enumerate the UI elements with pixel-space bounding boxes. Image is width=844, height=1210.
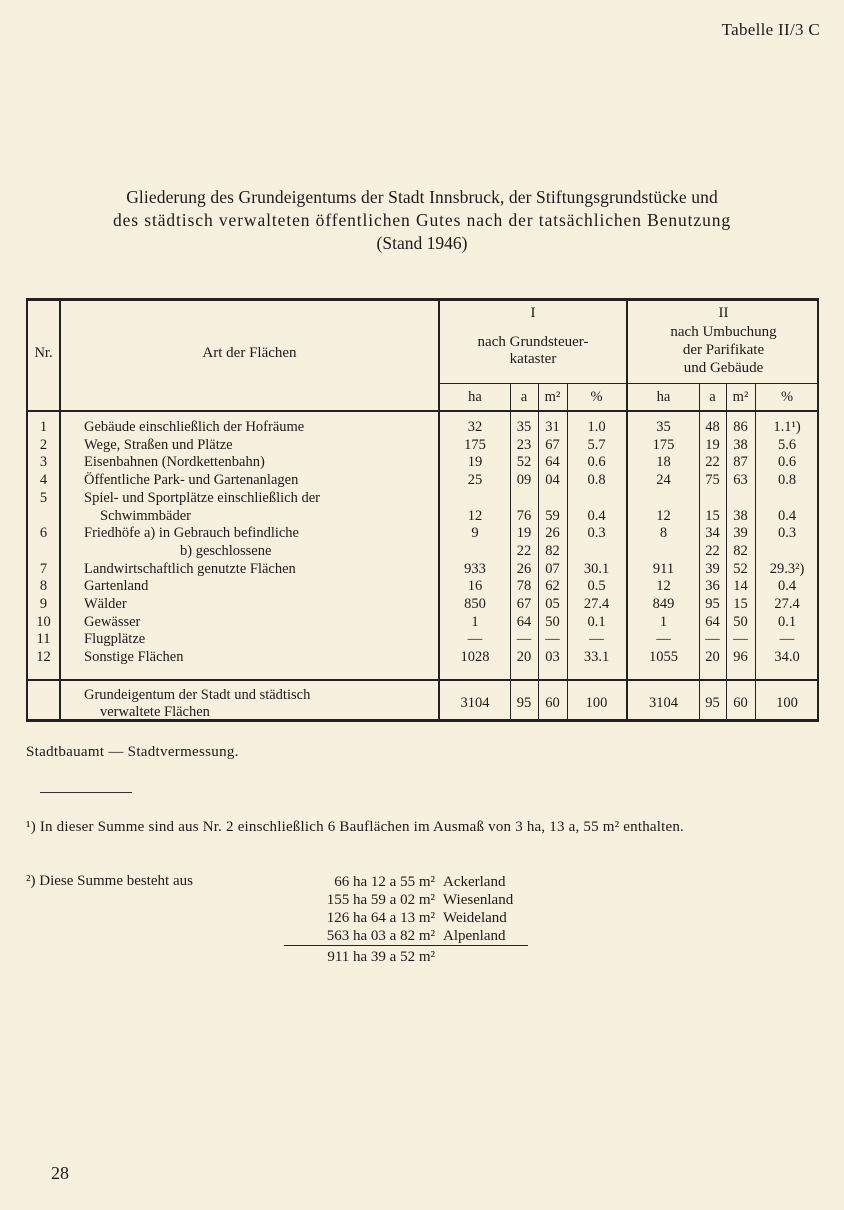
row-value: 1.1¹) xyxy=(773,419,801,435)
row-value: 34.0 xyxy=(774,649,800,666)
row-label: Wege, Straßen und Plätze xyxy=(84,436,233,453)
unit-header: ha xyxy=(656,389,671,405)
row-label: Schwimmbäder xyxy=(100,507,192,524)
row-value: 14 xyxy=(733,578,748,595)
row-value: 0.1 xyxy=(777,613,797,630)
row-value: 933 xyxy=(464,560,486,577)
row-label: Flugplätze xyxy=(84,631,146,648)
row-label: Friedhöfe a) in Gebrauch befindliche xyxy=(84,525,299,542)
row-number: 12 xyxy=(36,649,51,666)
row-number: 8 xyxy=(39,578,48,595)
row-label: Eisenbahnen (Nordkettenbahn) xyxy=(84,454,265,471)
row-value: 0.4 xyxy=(777,578,797,595)
total-value: 3104 xyxy=(649,695,678,711)
row-label: b) geschlossene xyxy=(180,542,272,559)
row-value: 03 xyxy=(545,649,560,666)
total-value: 95 xyxy=(705,695,720,711)
row-value: 63 xyxy=(733,472,748,489)
row-value: 24 xyxy=(656,472,671,489)
row-value: 52 xyxy=(733,560,748,577)
unit-header: % xyxy=(590,389,603,405)
row-value: 75 xyxy=(705,472,720,489)
row-number: 10 xyxy=(36,613,51,630)
column-header-art: Art der Flächen xyxy=(202,345,297,361)
row-number: 4 xyxy=(39,472,48,489)
unit-header: m² xyxy=(544,389,561,405)
row-value: 32 xyxy=(467,419,483,435)
row-value: — xyxy=(733,631,748,648)
row-value: 19 xyxy=(705,436,720,453)
row-label: Gartenland xyxy=(84,578,149,595)
row-label: Öffentliche Park- und Gartenanlagen xyxy=(84,472,299,489)
row-value: 1 xyxy=(471,613,479,630)
row-value: 0.8 xyxy=(587,472,606,489)
row-value: — xyxy=(779,631,795,648)
row-value: 850 xyxy=(464,596,486,612)
row-value: 48 xyxy=(705,419,720,435)
row-value: 849 xyxy=(652,596,675,612)
row-value: 62 xyxy=(545,578,560,595)
breakdown-value: 563 ha 03 a 82 m² xyxy=(326,928,435,944)
row-label: Gebäude einschließlich der Hofräume xyxy=(84,419,305,435)
row-value: 35 xyxy=(516,419,532,435)
row-value: 15 xyxy=(733,596,748,612)
row-value: 22 xyxy=(516,542,532,559)
divider xyxy=(28,410,817,412)
row-value: 67 xyxy=(545,436,560,453)
group-header-ii-line3: und Gebäude xyxy=(683,360,764,376)
breakdown-value: 66 ha 12 a 55 m² xyxy=(334,874,435,890)
row-value: 26 xyxy=(516,560,532,577)
total-value: 95 xyxy=(516,695,532,711)
footnote-1: ¹) In dieser Summe sind aus Nr. 2 einschließlich 6 Bauflächen im Ausmaß von 3 ha, 13 a, 55 m² enthalten. xyxy=(26,819,684,835)
footnote-rule xyxy=(40,792,132,793)
column-header-nr: Nr. xyxy=(34,345,53,361)
row-value: 0.4 xyxy=(587,507,606,524)
row-number: 3 xyxy=(39,454,48,471)
row-value: 38 xyxy=(733,507,748,524)
total-value: 100 xyxy=(585,695,608,711)
breakdown-name: Weideland xyxy=(443,910,507,926)
row-label: Wälder xyxy=(84,596,127,612)
row-value: 50 xyxy=(545,613,560,630)
row-number: 5 xyxy=(39,489,48,506)
row-number: 1 xyxy=(39,419,48,435)
row-value: 33.1 xyxy=(583,649,610,666)
breakdown-value: 155 ha 59 a 02 m² xyxy=(326,892,435,908)
row-value: 26 xyxy=(545,525,560,542)
row-value: 20 xyxy=(705,649,720,666)
divider xyxy=(28,679,817,681)
row-value: 36 xyxy=(705,578,720,595)
row-value: 16 xyxy=(467,578,483,595)
row-number: 9 xyxy=(39,596,48,612)
footnote-2-label: ²) Diese Summe besteht aus xyxy=(26,873,193,889)
page-title xyxy=(50,186,794,255)
row-value: 0.6 xyxy=(587,454,606,471)
row-value: 22 xyxy=(705,542,720,559)
row-value: 20 xyxy=(516,649,532,666)
title-line-1: Gliederung des Grundeigentums der Stadt Innsbruck, der Stiftungsgrundstücke und xyxy=(126,187,718,207)
row-label: Sonstige Flächen xyxy=(84,649,184,666)
row-number: 2 xyxy=(39,436,48,453)
row-value: 15 xyxy=(705,507,720,524)
row-value: 52 xyxy=(516,454,532,471)
row-value: 35 xyxy=(656,419,671,435)
row-value: 09 xyxy=(516,472,532,489)
row-value: — xyxy=(705,631,720,648)
row-value: 87 xyxy=(733,454,748,471)
row-value: 12 xyxy=(467,507,483,524)
row-label: Landwirtschaftlich genutzte Flächen xyxy=(84,560,296,577)
row-value: 911 xyxy=(652,560,675,577)
row-value: 0.4 xyxy=(777,507,797,524)
row-value: 67 xyxy=(516,596,532,612)
row-number: 11 xyxy=(36,631,51,648)
row-value: 5.6 xyxy=(777,436,797,453)
row-value: 86 xyxy=(733,419,748,435)
row-value: 04 xyxy=(545,472,560,489)
divider xyxy=(438,383,817,384)
row-value: 31 xyxy=(545,419,560,435)
row-value: 0.6 xyxy=(777,454,797,471)
row-value: 64 xyxy=(516,613,532,630)
total-value: 3104 xyxy=(460,695,490,711)
row-value: 82 xyxy=(545,542,560,559)
row-value: 07 xyxy=(545,560,560,577)
row-value: 19 xyxy=(467,454,483,471)
row-value: 30.1 xyxy=(583,560,610,577)
unit-header: a xyxy=(520,389,528,405)
row-value: 0.5 xyxy=(587,578,606,595)
row-value: 50 xyxy=(733,613,748,630)
total-label-line1: Grundeigentum der Stadt und städtisch xyxy=(84,687,311,703)
row-value: 0.1 xyxy=(587,613,606,630)
row-value: 95 xyxy=(705,596,720,612)
row-value: 1.0 xyxy=(587,419,606,435)
row-value: 12 xyxy=(656,507,671,524)
breakdown-value: 126 ha 64 a 13 m² xyxy=(326,910,435,926)
row-value: 19 xyxy=(516,525,532,542)
breakdown-total: 911 ha 39 a 52 m² xyxy=(327,949,435,965)
row-value: — xyxy=(589,631,604,648)
unit-header: ha xyxy=(468,389,482,405)
unit-header: % xyxy=(780,389,794,405)
total-label-line2: verwaltete Flächen xyxy=(100,704,210,720)
title-line-3: (Stand 1946) xyxy=(376,233,468,253)
page-number: 28 xyxy=(51,1163,69,1183)
breakdown-name: Alpenland xyxy=(443,928,506,944)
row-value: — xyxy=(516,631,532,648)
row-value: 175 xyxy=(652,436,675,453)
group-header-i: I xyxy=(530,305,536,321)
title-line-2: des städtisch verwalteten öffentlichen Gutes nach der tatsächlichen Benutzung xyxy=(112,210,732,230)
group-header-ii-line1: nach Umbuchung xyxy=(670,324,777,340)
row-number: 6 xyxy=(39,525,48,542)
row-value: 0.3 xyxy=(587,525,606,542)
row-value: 12 xyxy=(656,578,671,595)
row-value: — xyxy=(467,631,483,648)
group-header-ii-line2: der Parifikate xyxy=(682,342,765,358)
row-value: 0.8 xyxy=(777,472,797,489)
row-value: 0.3 xyxy=(777,525,797,542)
row-value: 64 xyxy=(545,454,560,471)
total-value: 60 xyxy=(545,695,560,711)
breakdown-name: Ackerland xyxy=(443,874,506,890)
row-value: 76 xyxy=(516,507,532,524)
row-value: 27.4 xyxy=(774,596,800,612)
row-value: 82 xyxy=(733,542,748,559)
row-value: 8 xyxy=(659,525,668,542)
group-header-i-line1: nach Grundsteuer- xyxy=(477,334,589,350)
total-value: 100 xyxy=(776,695,798,711)
row-value: 59 xyxy=(545,507,560,524)
row-value: 39 xyxy=(705,560,720,577)
table-reference: Tabelle II/3 C xyxy=(721,20,820,39)
row-value: — xyxy=(656,631,671,648)
row-number: 7 xyxy=(39,560,48,577)
row-value: 1 xyxy=(659,613,668,630)
row-value: 23 xyxy=(516,436,532,453)
row-value: 64 xyxy=(705,613,720,630)
data-table xyxy=(26,298,819,722)
row-value: — xyxy=(545,631,560,648)
row-value: 05 xyxy=(545,596,560,612)
row-label: Spiel- und Sportplätze einschließlich der xyxy=(84,489,320,506)
row-value: 1055 xyxy=(649,649,678,666)
total-value: 60 xyxy=(733,695,748,711)
row-value: 18 xyxy=(656,454,671,471)
group-header-ii: II xyxy=(718,305,729,321)
row-value: 175 xyxy=(464,436,486,453)
row-value: 78 xyxy=(516,578,532,595)
row-value: 34 xyxy=(705,525,720,542)
row-value: 1028 xyxy=(460,649,490,666)
unit-header: m² xyxy=(732,389,749,405)
row-value: 29.3²) xyxy=(769,560,805,577)
breakdown-name: Wiesenland xyxy=(443,892,514,908)
source-note: Stadtbauamt — Stadtvermessung. xyxy=(26,744,239,760)
row-value: 38 xyxy=(733,436,748,453)
row-value: 27.4 xyxy=(583,596,610,612)
group-header-i-line2: kataster xyxy=(509,351,557,367)
divider xyxy=(59,301,61,719)
row-value: 5.7 xyxy=(587,436,606,453)
sum-rule xyxy=(284,945,528,946)
row-value: 25 xyxy=(467,472,483,489)
row-value: 22 xyxy=(705,454,720,471)
row-value: 96 xyxy=(733,649,748,666)
row-value: 9 xyxy=(471,525,479,542)
row-value: 39 xyxy=(733,525,748,542)
unit-header: a xyxy=(709,389,716,405)
row-label: Gewässer xyxy=(84,613,141,630)
